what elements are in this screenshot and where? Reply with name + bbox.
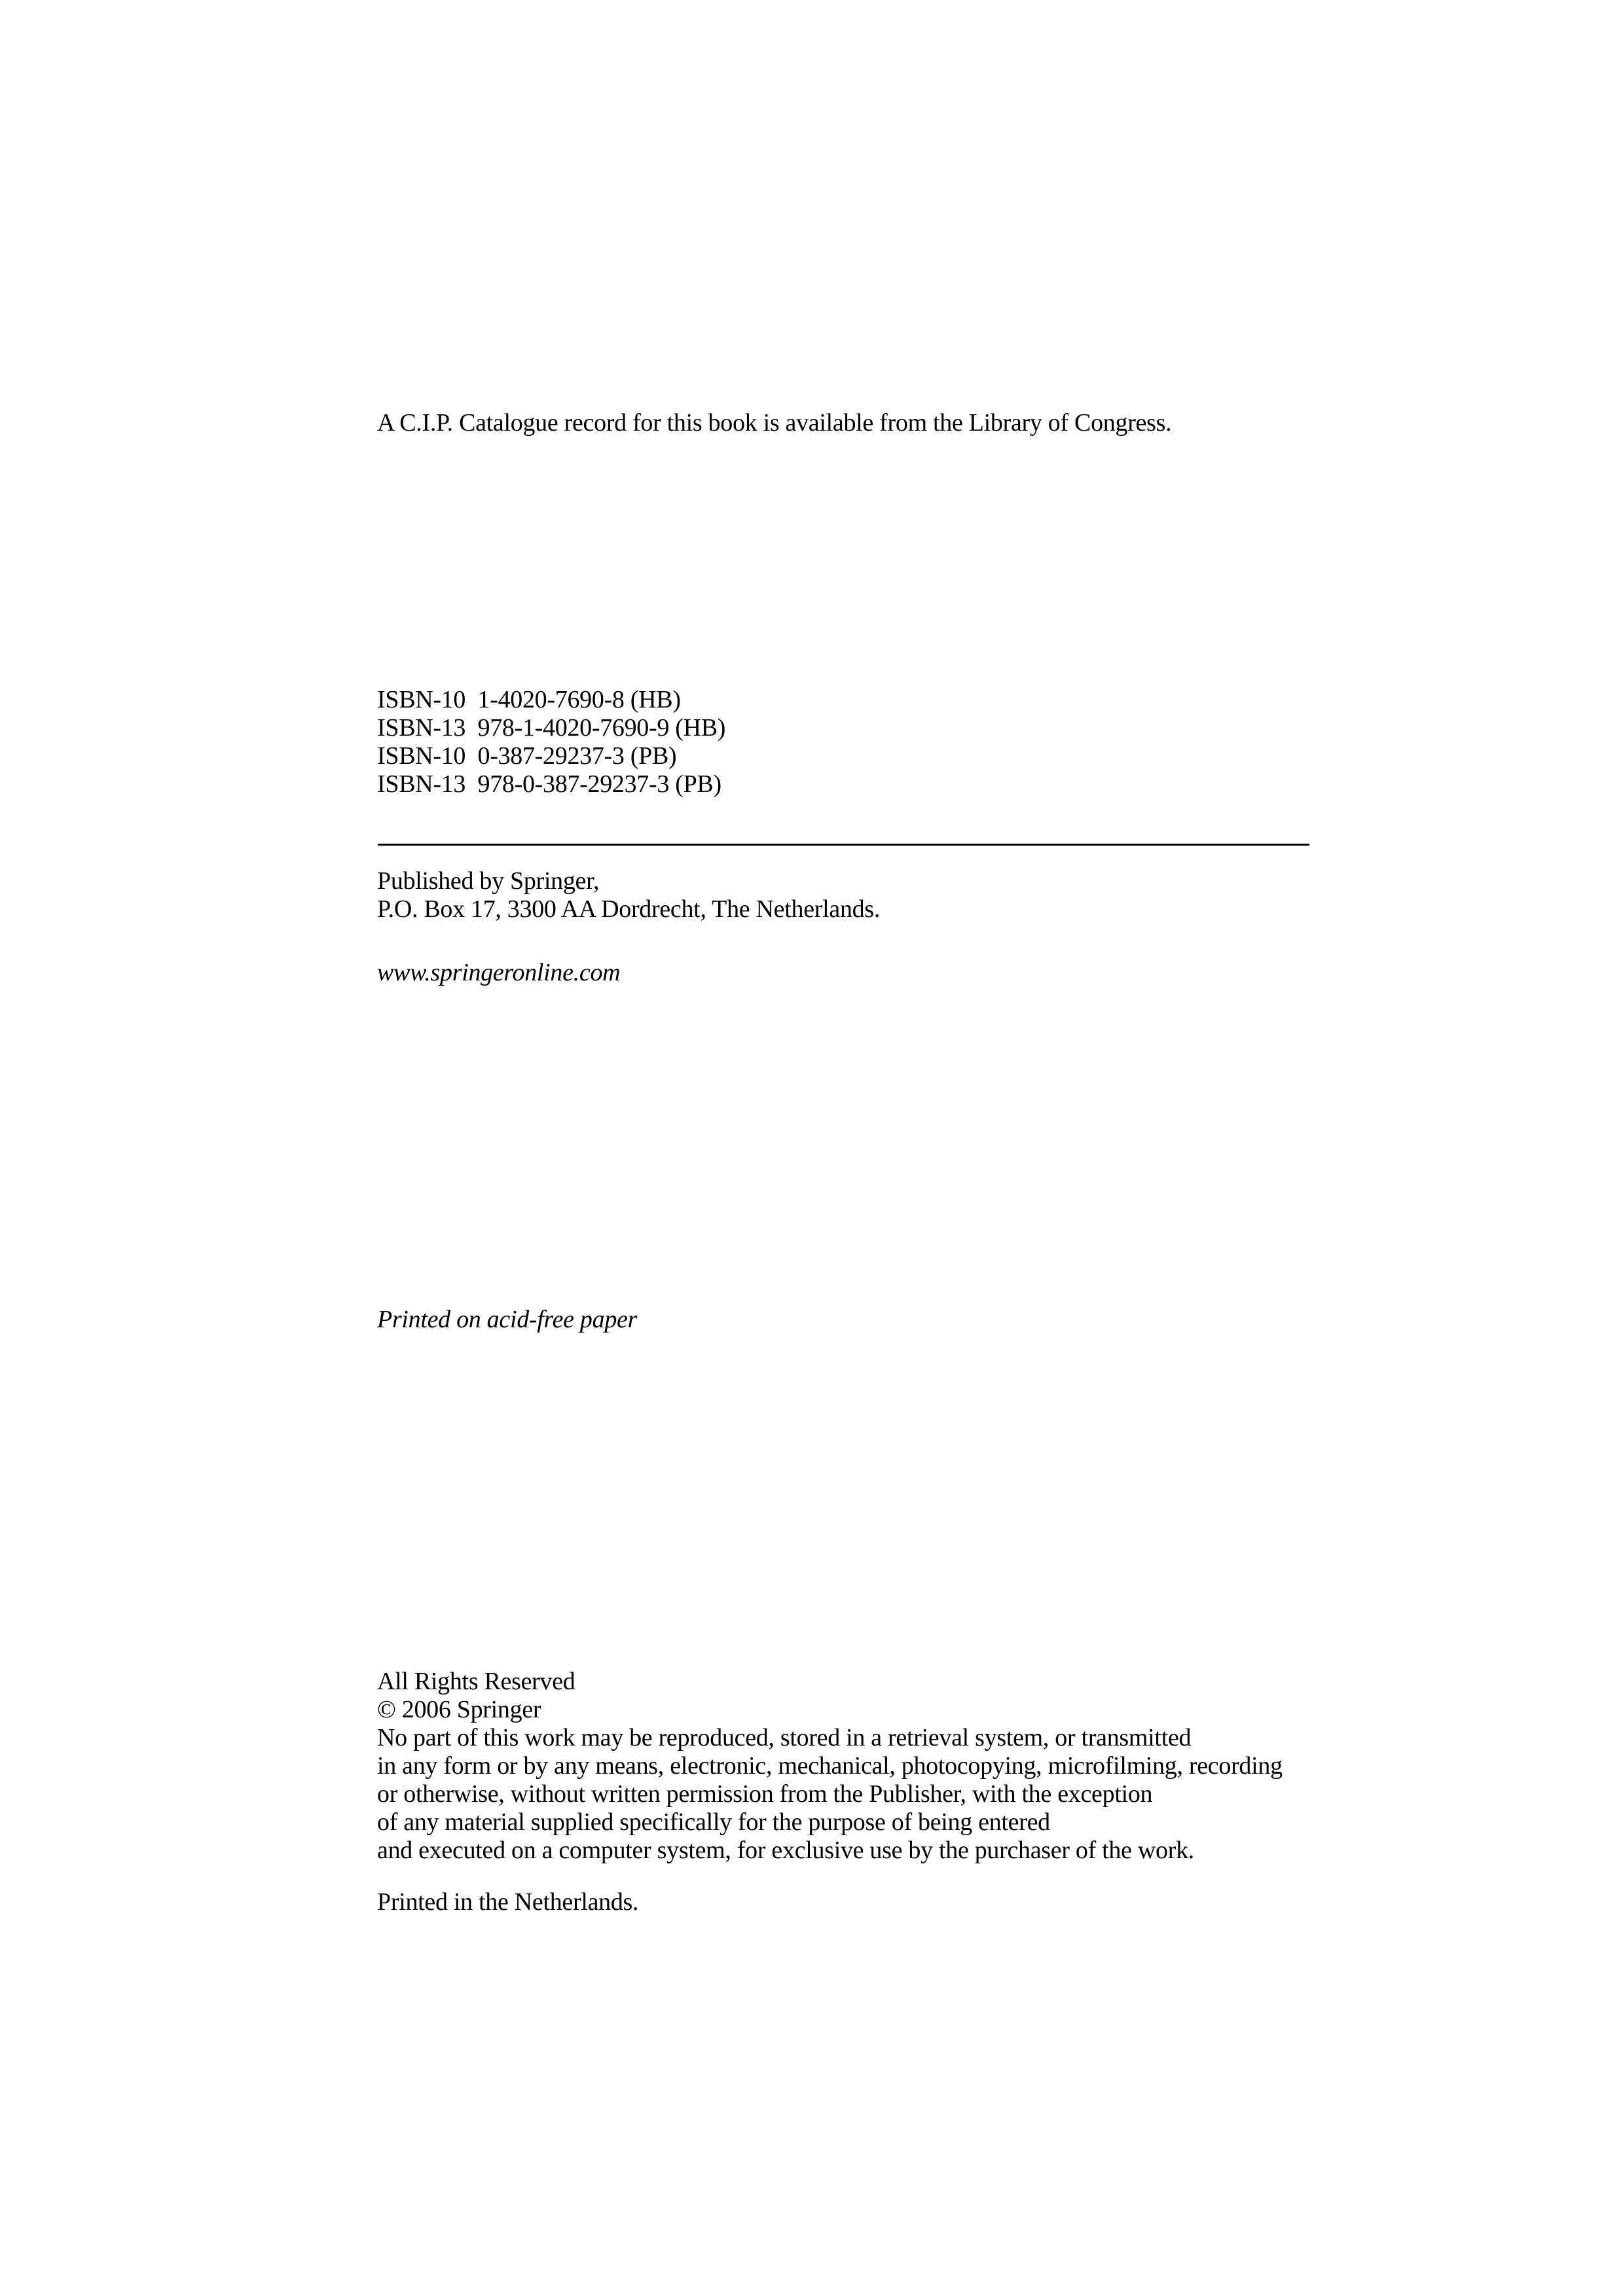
isbn-line: ISBN-13 978-1-4020-7690-9 (HB) bbox=[377, 714, 726, 742]
acid-free-notice: Printed on acid-free paper bbox=[377, 1306, 638, 1333]
isbn-line: ISBN-13 978-0-387-29237-3 (PB) bbox=[377, 770, 721, 798]
publisher-line: Published by Springer, bbox=[377, 867, 600, 895]
rights-line: and executed on a computer system, for exclusive use by the purchaser of the work. bbox=[377, 1837, 1194, 1864]
rights-line: in any form or by any means, electronic, mechanical, photocopying, microfilming, recording bbox=[377, 1752, 1283, 1780]
publisher-block bbox=[377, 867, 880, 924]
cip-notice: A C.I.P. Catalogue record for this book is available from the Library of Congress. bbox=[377, 409, 1172, 437]
publisher-line: P.O. Box 17, 3300 AA Dordrecht, The Netherlands. bbox=[377, 895, 881, 923]
publisher-website: www.springeronline.com bbox=[377, 959, 621, 986]
rights-line: © 2006 Springer bbox=[377, 1696, 541, 1723]
printed-in-notice: Printed in the Netherlands. bbox=[377, 1888, 639, 1916]
isbn-line: ISBN-10 1-4020-7690-8 (HB) bbox=[377, 686, 681, 713]
divider-rule bbox=[378, 844, 1309, 846]
rights-line: All Rights Reserved bbox=[377, 1668, 575, 1695]
rights-line: or otherwise, without written permission from the Publisher, with the exception bbox=[377, 1780, 1153, 1808]
rights-block bbox=[377, 1668, 1283, 1865]
isbn-block bbox=[377, 686, 725, 798]
rights-line: No part of this work may be reproduced, stored in a retrieval system, or transmitted bbox=[377, 1724, 1192, 1751]
isbn-line: ISBN-10 0-387-29237-3 (PB) bbox=[377, 742, 677, 770]
rights-line: of any material supplied specifically for the purpose of being entered bbox=[377, 1808, 1050, 1836]
